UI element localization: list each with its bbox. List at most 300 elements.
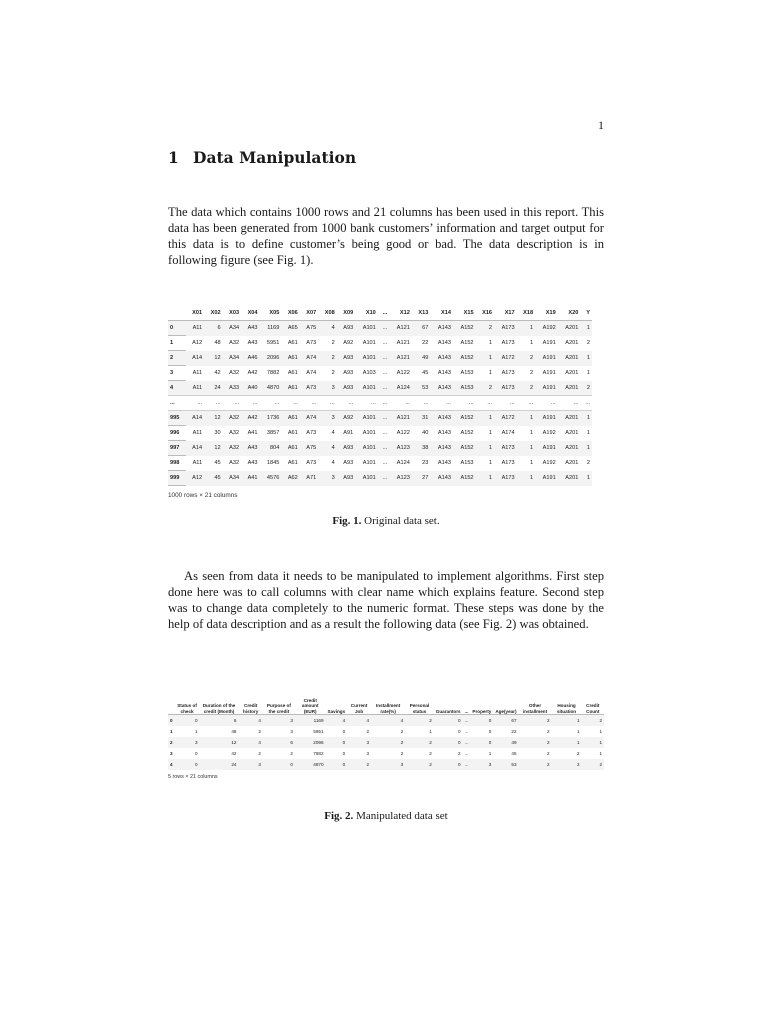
table-cell: 2 [546, 751, 550, 756]
table-cell: 1 [488, 370, 493, 376]
table-cell: ... [281, 396, 299, 411]
table-cell: ... [453, 396, 476, 411]
table-cell: A42 [247, 370, 258, 376]
table-row [168, 321, 592, 336]
table-cell: A173 [501, 340, 515, 346]
table-cell: 42 [231, 751, 237, 756]
table-cell: A61 [281, 411, 299, 426]
column-header: Credit amount (EUR) [295, 684, 326, 715]
table-cell: 1 [586, 430, 590, 436]
table-cell: ... [318, 396, 336, 411]
table-cell: A34 [223, 351, 241, 366]
column-header: X10 [355, 306, 378, 321]
table-cell: 45 [511, 751, 517, 756]
table-cell: A192 [535, 321, 558, 336]
row-index: 1 [170, 729, 173, 734]
table-cell: A101 [355, 351, 378, 366]
table-cell: A101 [362, 460, 376, 466]
table-cell: A143 [437, 430, 451, 436]
column-header: X07 [300, 306, 318, 321]
column-header: X01 [186, 306, 204, 321]
table-cell: A143 [437, 460, 451, 466]
table-cell: 2096 [260, 351, 282, 366]
table-cell: A191 [535, 381, 558, 396]
table-cell: A201 [558, 381, 581, 396]
table-cell: A143 [430, 381, 453, 396]
table-cell: A153 [460, 460, 474, 466]
table-cell: 6 [263, 737, 295, 748]
table-cell: 2 [586, 340, 590, 346]
table-cell: A201 [565, 370, 579, 376]
row-index: 3 [168, 366, 186, 381]
table-cell: 1 [476, 351, 494, 366]
table-cell: 12 [204, 411, 222, 426]
column-header: Current Job [347, 684, 371, 715]
table-cell: 4 [371, 715, 405, 727]
table-row [168, 471, 592, 486]
table-cell: A32 [229, 370, 240, 376]
table-cell: A173 [494, 321, 517, 336]
column-header: X15 [453, 306, 476, 321]
table-cell: 1 [488, 340, 493, 346]
manipulated-data-table [168, 684, 604, 770]
table-cell: 2 [405, 737, 434, 748]
table-cell: A201 [558, 321, 581, 336]
table-cell: 6 [204, 321, 222, 336]
table-cell: A201 [565, 430, 579, 436]
table-cell: 49 [493, 737, 518, 748]
table-cell: A173 [494, 471, 517, 486]
table-cell: ... [412, 396, 430, 411]
figure-original-dataset [168, 306, 592, 499]
table-cell: A152 [460, 340, 474, 346]
table-cell: 30 [214, 430, 221, 436]
table-cell: ... [260, 396, 282, 411]
table-cell: A62 [281, 471, 299, 486]
table-cell: 1 [552, 715, 582, 727]
table-header-row [168, 306, 592, 321]
table-cell: 2 [347, 759, 371, 770]
table-cell: 24 [200, 759, 239, 770]
table-cell: 2 [580, 381, 592, 396]
table-cell: 1 [552, 737, 582, 748]
table-cell: 24 [204, 381, 222, 396]
table-cell: A191 [535, 411, 558, 426]
table-cell: A123 [389, 471, 412, 486]
table-cell: ... [464, 729, 469, 734]
table-cell: A11 [192, 460, 203, 466]
table-cell: 2 [529, 370, 534, 376]
table-cell: 2 [318, 351, 336, 366]
table-cell: ... [464, 751, 469, 756]
table-cell: A153 [460, 370, 474, 376]
table-cell: ... [223, 396, 241, 411]
table-cell: A101 [355, 411, 378, 426]
column-header: X05 [260, 306, 282, 321]
table-cell: 2 [371, 737, 405, 748]
table-row [168, 396, 592, 411]
table-cell: 0 [195, 751, 198, 756]
table-cell: A11 [186, 321, 204, 336]
row-index: 0 [168, 321, 186, 336]
table-cell: 67 [493, 715, 518, 727]
column-header: X06 [281, 306, 299, 321]
table-header-row [168, 684, 604, 715]
table-cell: 2 [519, 715, 552, 727]
table-cell: A92 [343, 340, 354, 346]
table-cell: A34 [223, 471, 241, 486]
table-cell: 67 [412, 321, 430, 336]
table-cell: ... [580, 396, 592, 411]
table-cell: A191 [542, 340, 556, 346]
table-body [168, 321, 592, 486]
table-cell: A74 [306, 370, 317, 376]
table-cell: 49 [412, 351, 430, 366]
table-cell: 3 [290, 729, 293, 734]
table-cell: 38 [412, 441, 430, 456]
table-cell: A93 [337, 471, 355, 486]
figure2-caption [168, 810, 604, 822]
row-index: 995 [168, 411, 186, 426]
table-cell: 3 [175, 737, 200, 748]
table-cell: 12 [200, 737, 239, 748]
section-number: 1 [168, 148, 179, 167]
table-cell: A101 [362, 340, 376, 346]
column-header: X20 [558, 306, 581, 321]
table-cell: 1 [476, 441, 494, 456]
table-cell: 2 [552, 759, 582, 770]
table-cell: 2 [586, 460, 590, 466]
table-cell: ... [463, 715, 471, 727]
column-header: Other installment [519, 684, 552, 715]
table-cell: A32 [229, 460, 240, 466]
table-cell: 1 [429, 729, 432, 734]
table-cell: ... [378, 321, 389, 336]
table-cell: A11 [186, 381, 204, 396]
table-cell: 4870 [295, 759, 326, 770]
table-cell: 1 [599, 729, 602, 734]
table-cell: ... [241, 396, 259, 411]
table-cell: ... [378, 411, 389, 426]
paragraph-manipulation: As seen from data it needs to be manipulated to implement algorithms. First step done here was to call columns with clear name which explains feature. Second step was to change data completely to the numeric format. These steps was done by the help of data description and as a result the following data (see Fig. 2) was obtained. [168, 569, 604, 631]
table-cell: A201 [565, 340, 579, 346]
table-cell: 3 [318, 411, 336, 426]
table-cell: A122 [396, 370, 410, 376]
table-cell: A11 [192, 430, 203, 436]
table-cell: 2 [519, 759, 552, 770]
table-cell: ... [430, 396, 453, 411]
table-cell: A103 [362, 370, 376, 376]
row-index: 996 [168, 426, 186, 441]
row-index: ... [168, 396, 186, 411]
table-cell: 1 [195, 729, 198, 734]
column-header: X03 [223, 306, 241, 321]
paragraph-intro: The data which contains 1000 rows and 21 columns has been used in this report. This data has been generated from 1000 bank customers’ information and target output for this data is to define customer’s being good or bad. The data description is in following figure (see Fig. 1). [168, 205, 604, 267]
column-header: X19 [535, 306, 558, 321]
table-cell: ... [378, 396, 389, 411]
table-cell: ... [378, 471, 389, 486]
table-cell: 2 [405, 759, 434, 770]
table-row [168, 715, 604, 727]
table-cell: 1845 [266, 460, 280, 466]
table-cell: 48 [214, 340, 221, 346]
column-header: Property [470, 684, 493, 715]
table-cell: 0 [470, 737, 493, 748]
table-cell: 1 [529, 460, 534, 466]
column-header: ... [463, 684, 471, 715]
table-cell: 2 [290, 751, 293, 756]
table-cell: A124 [396, 460, 410, 466]
table-cell: 45 [214, 460, 221, 466]
table-cell: A121 [389, 411, 412, 426]
row-index: 1 [168, 336, 186, 351]
table-cell: A152 [453, 411, 476, 426]
table-cell: A191 [535, 471, 558, 486]
page-number: 1 [598, 118, 604, 132]
table-cell: 3857 [266, 430, 280, 436]
table-cell: 2096 [295, 737, 326, 748]
table-cell: A14 [186, 441, 204, 456]
column-header: Credit Count [582, 684, 604, 715]
table-row [168, 366, 592, 381]
table-cell: 2 [405, 715, 434, 727]
table-footer: 5 rows × 21 columns [168, 774, 218, 780]
table-cell: ... [382, 370, 388, 376]
table-cell: 7882 [313, 751, 324, 756]
table-cell: A32 [223, 411, 241, 426]
table-cell: 3 [366, 751, 370, 756]
table-cell: 45 [422, 370, 429, 376]
table-cell: 1 [529, 430, 534, 436]
table-cell: A101 [355, 441, 378, 456]
index-header [168, 306, 186, 321]
table-cell: 4870 [260, 381, 282, 396]
table-cell: A61 [287, 370, 298, 376]
table-cell: A14 [186, 411, 204, 426]
table-cell: 1 [580, 351, 592, 366]
table-cell: A12 [192, 340, 203, 346]
table-cell: ... [382, 340, 388, 346]
table-cell: A32 [229, 340, 240, 346]
table-cell: A201 [558, 351, 581, 366]
row-index: 999 [168, 471, 186, 486]
table-cell: A124 [389, 381, 412, 396]
table-cell: A201 [558, 471, 581, 486]
table-cell: 0 [326, 759, 348, 770]
table-cell: A14 [186, 351, 204, 366]
table-row [168, 411, 592, 426]
table-cell: ... [476, 396, 494, 411]
table-cell: A11 [192, 370, 203, 376]
table-cell: A43 [241, 321, 259, 336]
table-row [168, 748, 604, 759]
table-cell: 3 [318, 381, 336, 396]
table-cell: 0 [434, 715, 463, 727]
table-cell: A172 [494, 351, 517, 366]
table-cell: ... [186, 396, 204, 411]
table-cell: A123 [389, 441, 412, 456]
table-cell: A101 [355, 471, 378, 486]
table-cell: A143 [430, 411, 453, 426]
table-cell: ... [378, 351, 389, 366]
table-cell: 0 [342, 751, 346, 756]
table-cell: A42 [241, 411, 259, 426]
table-cell: 40 [422, 430, 429, 436]
table-cell: 53 [493, 759, 518, 770]
table-cell: 4 [326, 715, 348, 727]
table-cell: 45 [204, 471, 222, 486]
table-cell: 0 [326, 737, 348, 748]
table-cell: A201 [558, 411, 581, 426]
table-cell: 1 [580, 441, 592, 456]
column-header: X02 [204, 306, 222, 321]
row-index: 4 [168, 381, 186, 396]
table-cell: 2 [366, 729, 370, 734]
table-cell: 0 [175, 759, 200, 770]
table-cell: 6 [200, 715, 239, 727]
table-cell: ... [463, 759, 471, 770]
figure2-caption-text: Manipulated data set [356, 810, 448, 822]
table-row [168, 456, 592, 471]
table-cell: 1 [582, 737, 604, 748]
table-cell: A152 [453, 351, 476, 366]
column-header: Age(year) [493, 684, 518, 715]
table-cell: A93 [337, 321, 355, 336]
table-row [168, 336, 592, 351]
table-cell: A173 [501, 370, 515, 376]
table-cell: 0 [434, 737, 463, 748]
figure1-label: Fig. 1. [332, 515, 362, 527]
table-cell: A173 [494, 381, 517, 396]
table-cell: 0 [488, 729, 492, 734]
column-header: Housing situation [552, 684, 582, 715]
table-cell: A201 [565, 460, 579, 466]
column-header: X17 [494, 306, 517, 321]
table-cell: A46 [241, 351, 259, 366]
table-row [168, 351, 592, 366]
column-header: Savings [326, 684, 348, 715]
table-cell: 1 [517, 411, 535, 426]
table-cell: 42 [214, 370, 221, 376]
table-cell: 2 [258, 751, 261, 756]
table-cell: A152 [460, 430, 474, 436]
table-cell: A43 [247, 460, 258, 466]
table-cell: A122 [396, 430, 410, 436]
table-cell: 4 [238, 715, 262, 727]
table-cell: A152 [453, 471, 476, 486]
table-cell: 1 [488, 460, 493, 466]
table-cell: ... [389, 396, 412, 411]
table-cell: 1 [599, 751, 602, 756]
table-cell: 1 [488, 751, 492, 756]
column-header: X09 [337, 306, 355, 321]
section-heading [168, 148, 356, 167]
table-row [168, 441, 592, 456]
table-cell: A121 [396, 340, 410, 346]
table-cell: A61 [287, 460, 298, 466]
table-cell: 22 [422, 340, 429, 346]
table-cell: 4 [331, 430, 335, 436]
table-cell: 0 [342, 729, 346, 734]
table-cell: A75 [300, 441, 318, 456]
table-cell: 2 [517, 351, 535, 366]
table-cell: 1 [586, 370, 590, 376]
table-cell: 4 [238, 737, 262, 748]
table-cell: 1 [517, 441, 535, 456]
table-cell: A143 [430, 351, 453, 366]
column-header: Purpose of the credit [263, 684, 295, 715]
original-data-table [168, 306, 592, 486]
column-header: Personal status [405, 684, 434, 715]
table-cell: 1 [580, 471, 592, 486]
table-cell: ... [494, 396, 517, 411]
table-cell: ... [535, 396, 558, 411]
table-cell: 4 [318, 441, 336, 456]
table-cell: 2 [400, 751, 404, 756]
table-cell: 1 [529, 340, 534, 346]
table-cell: 1736 [260, 411, 282, 426]
table-cell: A172 [494, 411, 517, 426]
table-cell: 4 [347, 715, 371, 727]
table-cell: ... [378, 441, 389, 456]
table-cell: A32 [223, 441, 241, 456]
table-cell: 2 [519, 737, 552, 748]
table-cell: A91 [343, 430, 354, 436]
table-cell: 23 [422, 460, 429, 466]
table-cell: 1 [580, 321, 592, 336]
figure1-caption-text: Original data set. [364, 515, 440, 527]
table-cell: 2 [546, 729, 550, 734]
table-cell: ... [355, 396, 378, 411]
table-cell: 12 [204, 441, 222, 456]
table-cell: A40 [241, 381, 259, 396]
table-cell: A153 [453, 381, 476, 396]
table-cell: 804 [260, 441, 282, 456]
table-cell: ... [517, 396, 535, 411]
table-cell: A93 [343, 370, 354, 376]
table-cell: 2 [476, 321, 494, 336]
table-cell: ... [382, 460, 388, 466]
table-cell: 2 [258, 729, 261, 734]
row-index: 998 [168, 456, 186, 471]
table-cell: 2 [476, 381, 494, 396]
table-cell: 2 [331, 340, 335, 346]
table-cell: 48 [231, 729, 237, 734]
table-cell: A74 [300, 411, 318, 426]
table-cell: 3 [470, 759, 493, 770]
table-cell: A61 [281, 381, 299, 396]
table-cell: 2 [582, 759, 604, 770]
table-cell: A73 [300, 381, 318, 396]
table-cell: A192 [542, 460, 556, 466]
column-header: X18 [517, 306, 535, 321]
table-cell: A101 [355, 381, 378, 396]
table-cell: A192 [542, 430, 556, 436]
table-cell: 1 [476, 411, 494, 426]
table-cell: A93 [337, 351, 355, 366]
table-cell: A73 [306, 460, 317, 466]
table-cell: A41 [241, 471, 259, 486]
table-cell: A73 [306, 340, 317, 346]
table-cell: ... [204, 396, 222, 411]
table-cell: 22 [511, 729, 517, 734]
table-cell: 3 [347, 737, 371, 748]
table-cell: 0 [470, 715, 493, 727]
table-row [168, 426, 592, 441]
table-cell: 2 [458, 751, 461, 756]
table-cell: A191 [535, 441, 558, 456]
table-cell: A33 [223, 381, 241, 396]
